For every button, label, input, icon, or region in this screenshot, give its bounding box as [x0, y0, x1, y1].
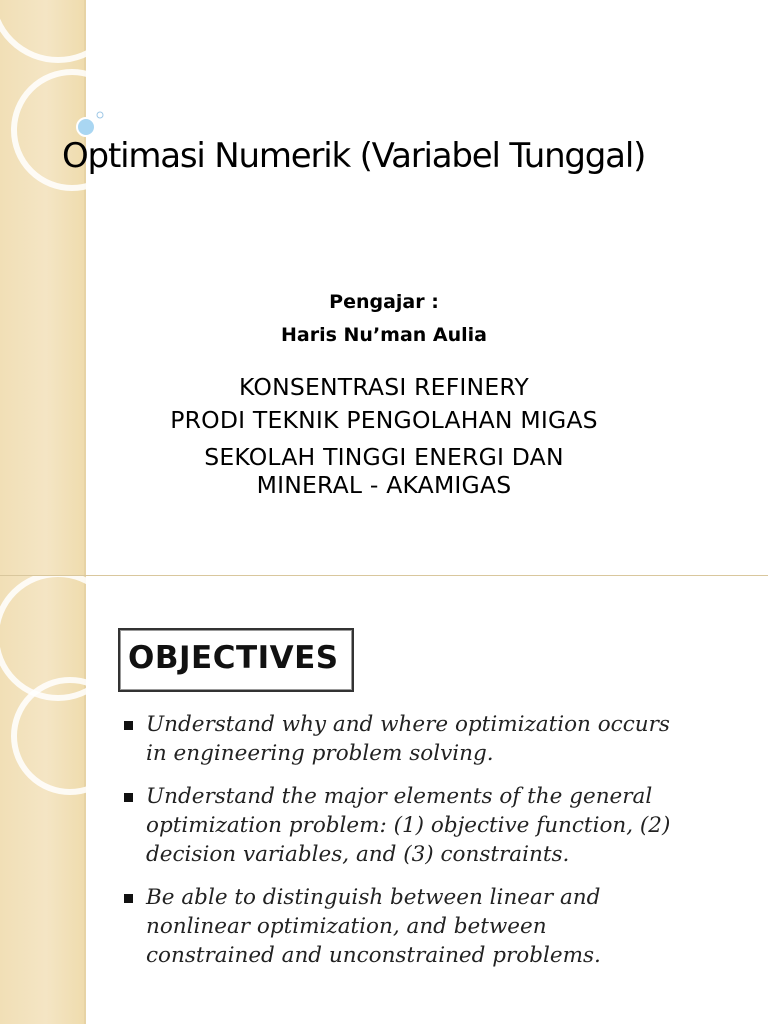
objective-text: Understand why and where optimization occurs in engineering problem solving. [146, 712, 670, 766]
objectives-heading: OBJECTIVES [128, 640, 339, 676]
institution-line: PRODI TEKNIK PENGOLAHAN MIGAS [170, 406, 598, 434]
objective-text: Be able to distinguish between linear and nonlinear optimization, and between constrained and unconstrained problems. [146, 885, 601, 968]
institution-line: MINERAL - AKAMIGAS [256, 471, 512, 499]
institution-line: KONSENTRASI REFINERY [239, 373, 529, 401]
square-bullet-icon [124, 894, 133, 903]
lecturer-name: Haris Nu’man Aulia [280, 324, 487, 346]
slide-title: Optimasi Numerik (Variabel Tunggal) [62, 136, 646, 176]
list-item [120, 710, 720, 768]
institution-line: SEKOLAH TINGGI ENERGI DAN [204, 443, 564, 471]
lecturer-label: Pengajar : [329, 291, 439, 313]
square-bullet-icon [124, 793, 133, 802]
objectives-list [120, 710, 720, 984]
list-item [120, 782, 720, 869]
objective-text: Understand the major elements of the general optimization problem: (1) objective function, (2) decision variables, and (3) constraints. [146, 784, 671, 867]
bubble-decoration-icon [77, 118, 95, 136]
list-item [120, 883, 720, 970]
objectives-heading-box [118, 628, 354, 692]
square-bullet-icon [124, 721, 133, 730]
ring-decoration-icon [0, 576, 130, 1024]
objectives-slide [0, 576, 768, 1024]
